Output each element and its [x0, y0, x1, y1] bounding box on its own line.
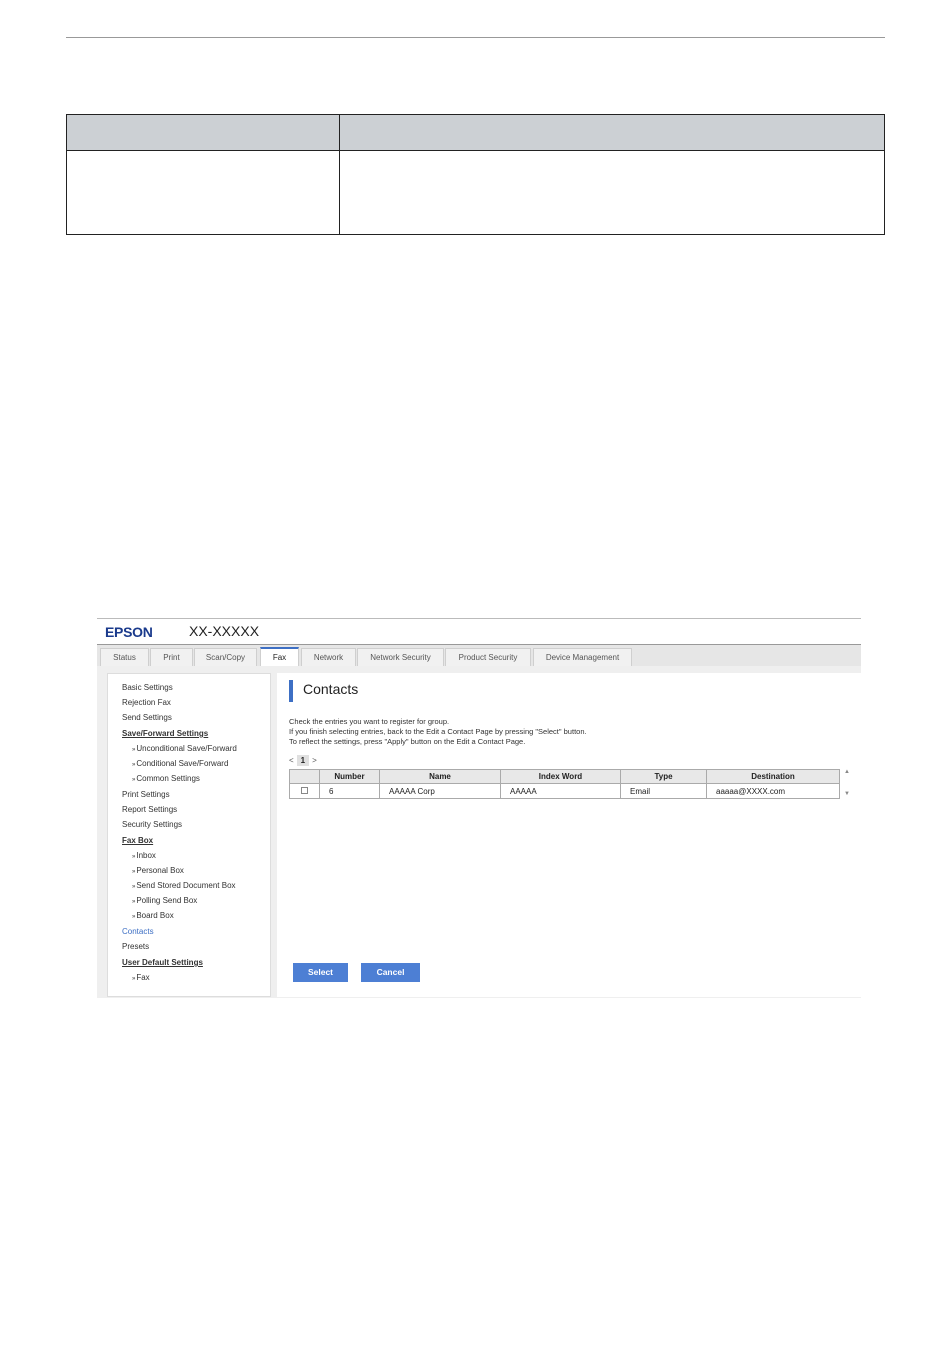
cell-type: Email [621, 784, 707, 799]
sidebar-item-security-settings[interactable]: Security Settings [122, 820, 183, 829]
sidebar-item-send-settings[interactable]: Send Settings [122, 713, 172, 722]
document-table-header-cell-2 [340, 115, 884, 150]
table-row [290, 784, 840, 799]
main-panel [277, 673, 861, 997]
sidebar-item-board-box[interactable]: » Board Box [132, 911, 174, 920]
cancel-button[interactable]: Cancel [361, 963, 420, 982]
epson-logo: EPSON [105, 624, 153, 640]
cell-index-word: AAAAA [501, 784, 621, 799]
document-table [66, 114, 885, 235]
cell-name: AAAAA Corp [380, 784, 501, 799]
header-type: Type [621, 770, 707, 784]
sidebar-item-conditional-save-forward[interactable]: » Conditional Save/Forward [132, 759, 228, 768]
row-select-cell [290, 784, 320, 799]
document-table-cell-1 [67, 151, 340, 234]
select-button[interactable]: Select [293, 963, 348, 982]
sidebar-item-user-default-settings[interactable]: User Default Settings [122, 958, 203, 967]
content-area [97, 666, 861, 998]
sidebar-item-fax[interactable]: » Fax [132, 973, 150, 982]
sidebar-item-common-settings[interactable]: » Common Settings [132, 774, 200, 783]
header-destination: Destination [707, 770, 840, 784]
tab-scan-copy[interactable]: Scan/Copy [194, 648, 257, 666]
instruction-line-1: Check the entries you want to register for group. [289, 717, 450, 726]
brand-bar [97, 619, 861, 645]
sidebar [107, 673, 271, 997]
pagination [289, 755, 317, 766]
cell-number: 6 [320, 784, 380, 799]
sidebar-item-print-settings[interactable]: Print Settings [122, 790, 170, 799]
instruction-line-2: If you finish selecting entries, back to the Edit a Contact Page by pressing "Select" button. [289, 727, 587, 736]
header-name: Name [380, 770, 501, 784]
sidebar-item-polling-send-box[interactable]: » Polling Send Box [132, 896, 197, 905]
scroll-up-icon[interactable]: ▲ [844, 769, 850, 775]
document-table-header-cell-1 [67, 115, 340, 150]
sidebar-item-fax-box[interactable]: Fax Box [122, 836, 154, 845]
sidebar-item-save-forward-settings[interactable]: Save/Forward Settings [122, 729, 209, 738]
sidebar-item-personal-box[interactable]: » Personal Box [132, 866, 184, 875]
sidebar-item-unconditional-save-forward[interactable]: » Unconditional Save/Forward [132, 744, 237, 753]
sidebar-item-send-stored-document-box[interactable]: » Send Stored Document Box [132, 881, 236, 890]
contacts-table [289, 769, 840, 799]
tab-network[interactable]: Network [301, 648, 356, 666]
cell-destination: aaaaa@XXXX.com [707, 784, 840, 799]
pager-current-page[interactable]: 1 [297, 755, 309, 766]
table-scrollbar[interactable] [843, 769, 851, 801]
pager-next[interactable]: > [312, 756, 317, 765]
tab-device-management[interactable]: Device Management [533, 648, 632, 666]
sidebar-item-inbox[interactable]: » Inbox [132, 851, 156, 860]
sidebar-item-contacts[interactable]: Contacts [122, 927, 154, 936]
document-table-header [67, 115, 884, 151]
header-number: Number [320, 770, 380, 784]
title-accent-bar [289, 680, 293, 702]
instruction-line-3: To reflect the settings, press "Apply" button on the Edit a Contact Page. [289, 737, 526, 746]
tab-print[interactable]: Print [150, 648, 193, 666]
tab-status[interactable]: Status [100, 648, 149, 666]
header-select [290, 770, 320, 784]
page-header-rule [66, 37, 885, 38]
model-name: XX-XXXXX [189, 623, 260, 639]
sidebar-item-basic-settings[interactable]: Basic Settings [122, 683, 173, 692]
document-table-row [67, 151, 884, 234]
tab-network-security[interactable]: Network Security [357, 648, 444, 666]
tab-fax[interactable]: Fax [260, 647, 299, 666]
document-table-cell-2 [340, 151, 884, 234]
table-header-row [290, 770, 840, 784]
pager-prev[interactable]: < [289, 756, 294, 765]
sidebar-item-rejection-fax[interactable]: Rejection Fax [122, 698, 171, 707]
scroll-down-icon[interactable]: ▼ [844, 791, 850, 797]
sidebar-item-presets[interactable]: Presets [122, 942, 150, 951]
row-checkbox[interactable] [301, 787, 308, 794]
web-config-screenshot [97, 618, 861, 998]
page-title: Contacts [303, 681, 359, 697]
tab-bar [97, 645, 861, 666]
tab-product-security[interactable]: Product Security [445, 648, 531, 666]
header-index-word: Index Word [501, 770, 621, 784]
sidebar-item-report-settings[interactable]: Report Settings [122, 805, 178, 814]
